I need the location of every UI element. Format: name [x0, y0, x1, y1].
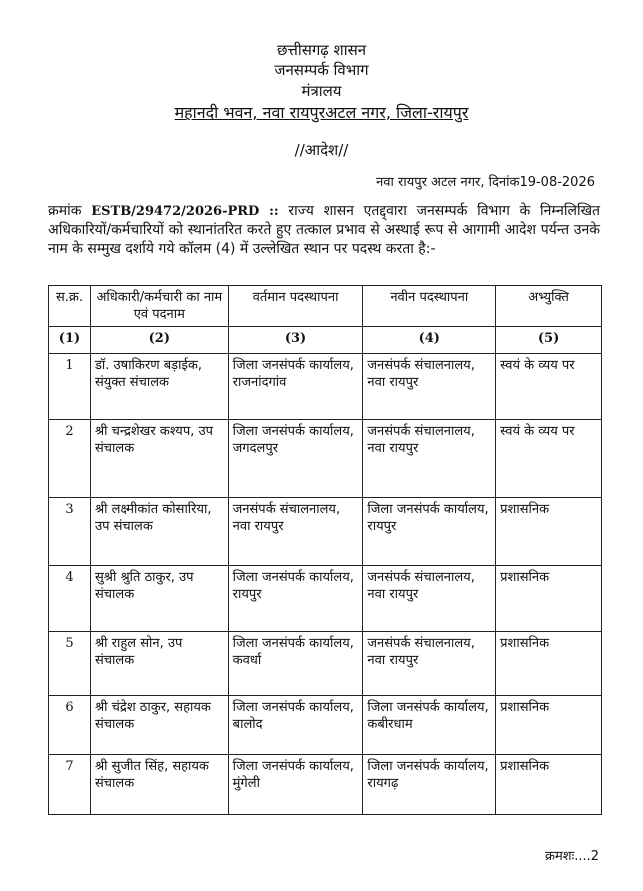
ref-prefix: क्रमांक — [48, 203, 82, 219]
office-address: महानदी भवन, नवा रायपुरअटल नगर, जिला-रायपुर — [174, 103, 469, 122]
officer-name: श्री राहुल सोन, उप संचालक — [90, 632, 228, 696]
serial-number: 6 — [49, 696, 91, 755]
officer-name: सुश्री श्रुति ठाकुर, उप संचालक — [90, 566, 228, 632]
table-header-row — [49, 286, 602, 327]
new-posting: जनसंपर्क संचालनालय, नवा रायपुर — [363, 420, 496, 498]
table-row — [49, 696, 602, 755]
col-number: (2) — [90, 327, 228, 354]
current-posting: जिला जनसंपर्क कार्यालय, मुंगेली — [228, 755, 363, 815]
current-posting: जिला जनसंपर्क कार्यालय, राजनांदगांव — [228, 354, 363, 420]
new-posting: जनसंपर्क संचालनालय, नवा रायपुर — [363, 354, 496, 420]
order-title: //आदेश// — [294, 141, 349, 159]
remark: प्रशासनिक — [496, 498, 602, 566]
intro-text: राज्य शासन एतद्द्वारा जनसम्पर्क विभाग के निम्नलिखित अधिकारियों/कर्मचारियों को स्थानांतरित करते हुए तत्काल प्रभाव से अस्थाई रूप से आगामी आदेश पर्यन्त उनके नाम के सम्मुख दर्शाये गये कॉलम (4) में उल्लेखित स्थान पर पदस्थ करता है:- — [48, 203, 601, 257]
serial-number: 2 — [49, 420, 91, 498]
serial-number: 5 — [49, 632, 91, 696]
remark: प्रशासनिक — [496, 566, 602, 632]
header-sn: स.क्र. — [49, 286, 91, 327]
govt-name: छत्तीसगढ़ शासन — [276, 41, 367, 59]
continued-note: क्रमशः....2 — [544, 849, 599, 864]
header-new-posting: नवीन पदस्थापना — [363, 286, 496, 327]
table-row — [49, 498, 602, 566]
remark: स्वयं के व्यय पर — [496, 354, 602, 420]
col-number: (4) — [363, 327, 496, 354]
ministry-name: मंत्रालय — [301, 82, 342, 100]
current-posting: जिला जनसंपर्क कार्यालय, बालोद — [228, 696, 363, 755]
serial-number: 1 — [49, 354, 91, 420]
officer-name: डॉ. उषाकिरण बड़ाईक, संयुक्त संचालक — [90, 354, 228, 420]
new-posting: जनसंपर्क संचालनालय, नवा रायपुर — [363, 632, 496, 696]
col-number: (3) — [228, 327, 363, 354]
officer-name: श्री चन्द्रशेखर कश्यप, उप संचालक — [90, 420, 228, 498]
remark: प्रशासनिक — [496, 632, 602, 696]
col-number: (1) — [49, 327, 91, 354]
remark: स्वयं के व्यय पर — [496, 420, 602, 498]
col-number: (5) — [496, 327, 602, 354]
current-posting: जिला जनसंपर्क कार्यालय, कवर्धा — [228, 632, 363, 696]
header-name: अधिकारी/कर्मचारी का नाम एवं पदनाम — [90, 286, 228, 327]
remark: प्रशासनिक — [496, 755, 602, 815]
new-posting: जिला जनसंपर्क कार्यालय, कबीरधाम — [363, 696, 496, 755]
department-name: जनसम्पर्क विभाग — [274, 61, 369, 79]
serial-number: 4 — [49, 566, 91, 632]
officer-name: श्री सुजीत सिंह, सहायक संचालक — [90, 755, 228, 815]
table-row — [49, 632, 602, 696]
table-row — [49, 420, 602, 498]
intro-paragraph — [48, 202, 600, 259]
serial-number: 3 — [49, 498, 91, 566]
reference-number: ESTB/29472/2026-PRD :: — [91, 204, 279, 219]
current-posting: जनसंपर्क संचालनालय, नवा रायपुर — [228, 498, 363, 566]
header-current-posting: वर्तमान पदस्थापना — [228, 286, 363, 327]
current-posting: जिला जनसंपर्क कार्यालय, रायपुर — [228, 566, 363, 632]
column-number-row — [49, 327, 602, 354]
header-remark: अभ्युक्ति — [496, 286, 602, 327]
current-posting: जिला जनसंपर्क कार्यालय, जगदलपुर — [228, 420, 363, 498]
serial-number: 7 — [49, 755, 91, 815]
transfer-table — [48, 285, 602, 815]
date-line: नवा रायपुर अटल नगर, दिनांक19-08-2026 — [376, 175, 595, 190]
new-posting: जिला जनसंपर्क कार्यालय, रायगढ़ — [363, 755, 496, 815]
table-row — [49, 755, 602, 815]
new-posting: जनसंपर्क संचालनालय, नवा रायपुर — [363, 566, 496, 632]
table-row — [49, 354, 602, 420]
officer-name: श्री चंद्रेश ठाकुर, सहायक संचालक — [90, 696, 228, 755]
officer-name: श्री लक्ष्मीकांत कोसारिया, उप संचालक — [90, 498, 228, 566]
new-posting: जिला जनसंपर्क कार्यालय, रायपुर — [363, 498, 496, 566]
remark: प्रशासनिक — [496, 696, 602, 755]
table-row — [49, 566, 602, 632]
